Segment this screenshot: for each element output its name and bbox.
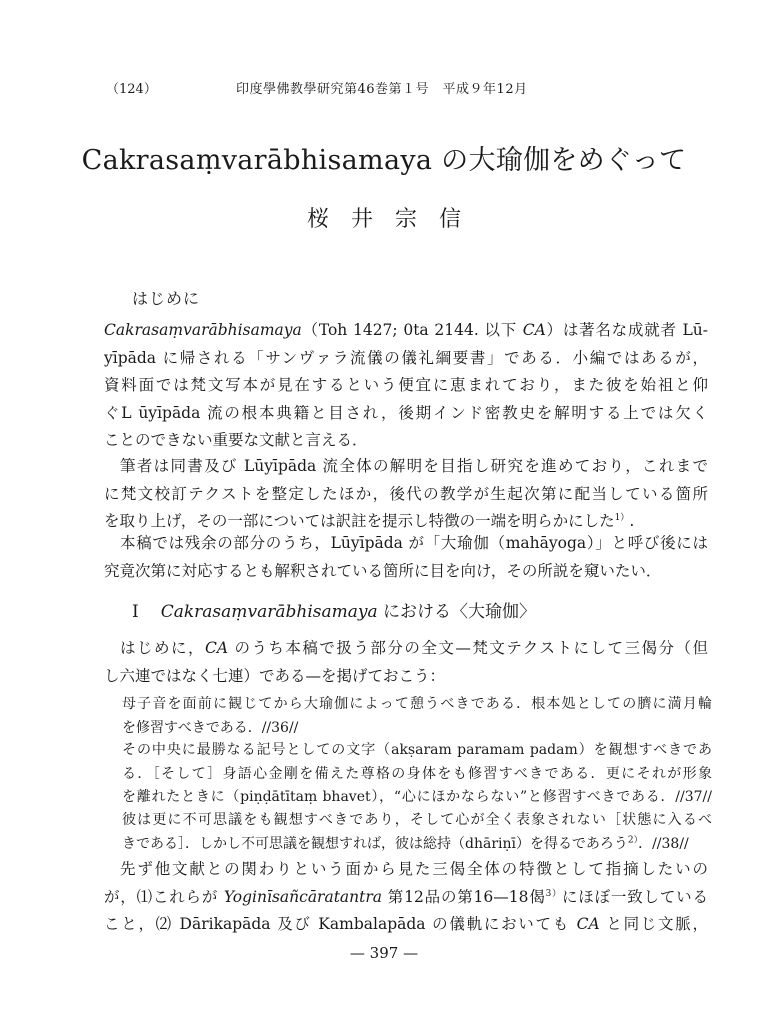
- text-span: 第12品の第16—18偈: [382, 887, 546, 906]
- section-1-paragraph-2: [104, 856, 708, 939]
- text-line: ことのできない重要な文献と言える．: [104, 431, 368, 449]
- article-author: 桜井宗信: [306, 207, 483, 232]
- quote-line: 母子音を面前に観じてから大瑜伽によって憩うべきである．根本処としての臍に満月輪: [122, 696, 712, 712]
- text-span: （Toh 1427; 0ta 2144. 以下: [301, 321, 523, 339]
- text-span: きである］．しかし不可思議を観想すれば，彼は総持（dhāriṇī）を得るであろう: [122, 835, 628, 852]
- text-line: 資料面では梵文写本が見在するという便宜に恵まれており，また彼を始祖と仰: [104, 376, 708, 394]
- text-span: .: [629, 512, 635, 530]
- footnote-marker: 3）: [545, 888, 562, 899]
- text-span: はじめに，: [120, 639, 205, 657]
- abbreviation: CA: [204, 639, 229, 657]
- intro-heading: はじめに: [132, 289, 201, 308]
- text-span: にほぼ一致している: [562, 887, 708, 906]
- section-1-paragraph-1: [104, 635, 708, 690]
- quote-line: を離れたときに（piṇḍātītaṃ bhavet），“心にほかならない”と修習すべきである．//37//: [122, 789, 712, 805]
- quotation-verse-36: [122, 693, 712, 740]
- text-span: のうち本稿で扱う部分の全文—梵文テクストにして三偈分（但: [228, 639, 708, 657]
- abbreviation: CA: [576, 915, 600, 933]
- section-1-heading: [132, 597, 536, 622]
- quote-line: を修習すべきである．//36//: [122, 719, 299, 736]
- quote-line: る．［そして］身語心金剛を備えた尊格の身体をも修習すべきである．更にそれが形象: [122, 765, 712, 782]
- quote-line: [122, 833, 712, 857]
- article-title: Cakrasaṃvarābhisamaya の大瑜伽をめぐって: [81, 145, 687, 176]
- text-line: [104, 317, 708, 345]
- intro-paragraph-1: [104, 317, 708, 455]
- text-line: [104, 911, 708, 939]
- text-span: を取り上げ，その一部については訳註を提示し特徴の一端を明らかにした: [104, 512, 615, 530]
- text-span: と同じ文脈，: [599, 915, 708, 933]
- intro-paragraph-2: [104, 453, 708, 536]
- text-line: [104, 884, 708, 912]
- abbreviation: CA: [522, 321, 546, 339]
- quote-line: その中央に最勝なる記号としての文字（akṣaram paramam padam）を観想すべきであ: [122, 742, 712, 758]
- text-line: yīpāda に帰される「サンヴァラ流儀の儀礼綱要書」である．小編ではあるが，: [104, 348, 708, 367]
- quotation-verse-37: [122, 739, 712, 810]
- footnote-marker: 1）: [614, 512, 630, 523]
- text-line: し六連ではなく七連）である—を掲げておこう：: [104, 666, 446, 685]
- text-span: が，⑴これらが: [104, 887, 224, 906]
- section-title-italic: Cakrasaṃvarābhisamaya: [160, 602, 378, 622]
- journal-title: 印度學佛教學研究第46巻第１号 平成９年12月: [236, 82, 528, 97]
- text-span: こと，⑵ Dārikapāda 及び Kambalapāda の儀軌においても: [104, 915, 577, 933]
- quote-line: 彼は更に不可思議をも観想すべきであり，そして心が全く表象されない［状態に入るべ: [122, 812, 712, 828]
- work-title: Cakrasaṃvarābhisamaya: [104, 321, 302, 339]
- running-header: [0, 78, 768, 100]
- text-line: に梵文校訂テクストを整定したほか，後代の教学が生起次第に配当している箇所: [104, 484, 708, 503]
- quotation-verse-38: [122, 809, 712, 856]
- page-number-header: （124）: [106, 82, 157, 97]
- text-line: ぐL ūyīpāda 流の根本典籍と目され，後期インド密教史を解明する上では欠く: [104, 403, 708, 422]
- intro-paragraph-3: [104, 530, 708, 585]
- section-number: I: [132, 602, 139, 622]
- footnote-marker: 2）: [627, 834, 639, 845]
- text-line: [104, 635, 708, 663]
- text-line: 究竟次第に対応するとも解釈されている箇所に目を向け，その所説を窺いたい．: [104, 561, 662, 580]
- section-title-rest: における〈大瑜伽〉: [377, 602, 537, 622]
- text-line: 本稿では残余の部分のうち，Lūyīpāda が「大瑜伽（mahāyoga）」と呼び後には: [120, 534, 708, 552]
- text-span: ．//38//: [638, 835, 689, 852]
- text-span: ）は著名な成就者 Lū-: [545, 321, 708, 339]
- page-number-footer: — 397 —: [349, 944, 419, 962]
- work-title: Yoginīsañcāratantra: [223, 887, 383, 906]
- text-line: 先ず他文献との関わりという面から見た三偈全体の特徴として指摘したいの: [120, 860, 708, 878]
- text-line: 筆者は同書及び Lūyīpāda 流全体の解明を目指し研究を進めており，これまで: [120, 457, 708, 475]
